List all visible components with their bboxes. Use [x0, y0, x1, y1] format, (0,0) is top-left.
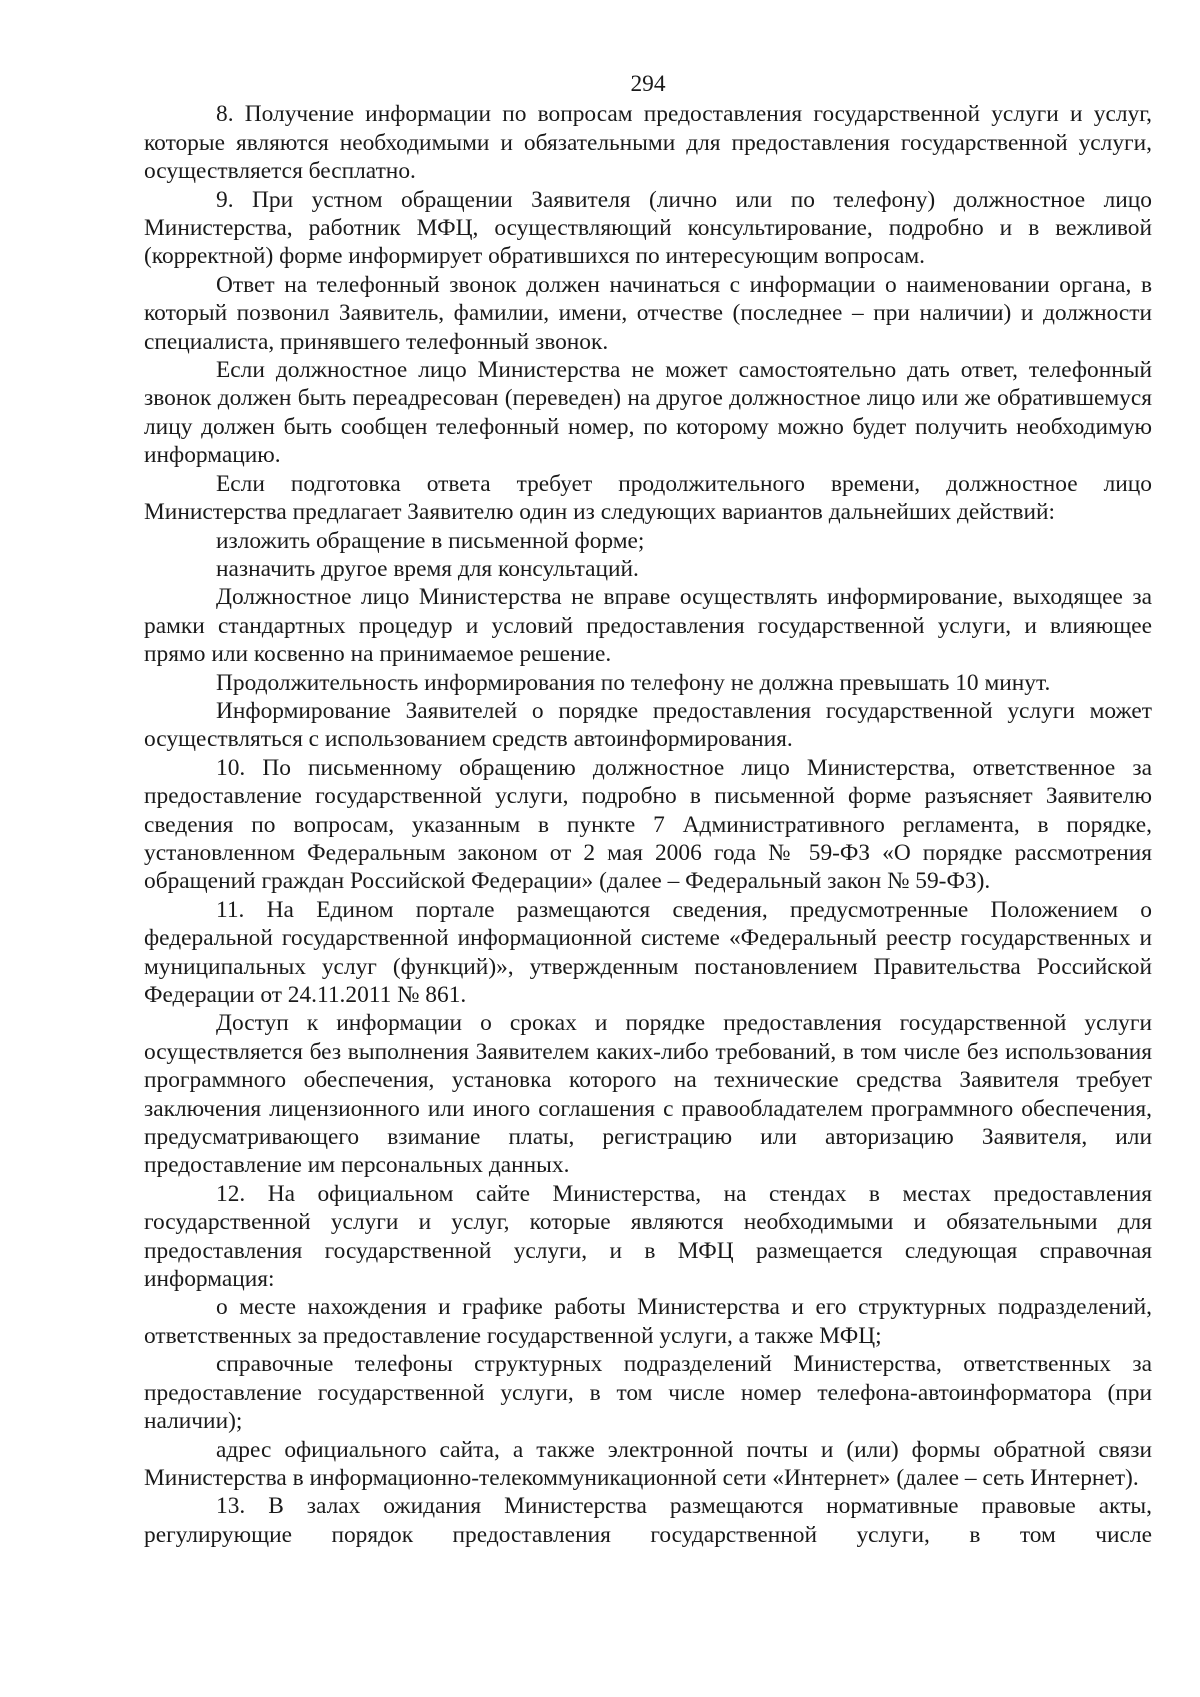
paragraph-redirect: Если должностное лицо Министерства не может самостоятельно дать ответ, телефонный звонок должен быть переадресован (переведен) на другое должностное лицо или же обратившемуся лицу должен быть сообщен телефонный номер, по которому можно будет получить необходимую информацию. — [144, 357, 1152, 469]
list-item-phones: справочные телефоны структурных подразделений Министерства, ответственных за предоставление государственной услуги, в том числе номер телефона-автоинформатора (при наличии); — [144, 1351, 1152, 1435]
paragraph-long-answer: Если подготовка ответа требует продолжительного времени, должностное лицо Министерства предлагает Заявителю один из следующих вариантов дальнейших действий: — [144, 470, 1152, 526]
paragraph-11: 11. На Едином портале размещаются сведения, предусмотренные Положением о федеральной государственной информационной системе «Федеральный реестр государственных и муниципальных услуг (функций)», утвержденным постановлением Правительства Российской Федерации от 24.11.2011 № 861. — [144, 896, 1152, 1008]
paragraph-13: 13. В залах ожидания Министерства размещаются нормативные правовые акты, регулирующие порядок предоставления государственной услуги, в том числе — [144, 1493, 1152, 1548]
list-item-website: адрес официального сайта, а также электронной почты и (или) формы обратной связи Министерства в информационно-телекоммуникационной сети «Интернет» (далее – сеть Интернет). — [144, 1436, 1152, 1491]
paragraph-duration: Продолжительность информирования по телефону не должна превышать 10 минут. — [216, 669, 1051, 696]
paragraph-access: Доступ к информации о сроках и порядке предоставления государственной услуги осуществляется без выполнения Заявителем каких-либо требований, в том числе без использования программного обеспечения, установка которого на технические средства Заявителя требует заключения лицензионного или иного соглашения с правообладателем программного обеспечения, предусматривающего взимание платы, регистрацию или авторизацию Заявителя, или предоставление им персональных данных. — [144, 1010, 1152, 1179]
paragraph-12: 12. На официальном сайте Министерства, на стендах в местах предоставления государственной услуги и услуг, которые являются необходимыми и обязательными для предоставления государственной услуги, и в МФЦ размещается следующая справочная информация: — [144, 1180, 1152, 1293]
paragraph-10: 10. По письменному обращению должностное лицо Министерства, ответственное за предоставление государственной услуги, подробно в письменной форме разъясняет Заявителю сведения по вопросам, указанным в пункте 7 Административного регламента, в порядке, установленном Федеральным законом от 2 мая 2006 года № 59-ФЗ «О порядке рассмотрения обращений граждан Российской Федерации» (далее – Федеральный закон № 59-ФЗ). — [144, 754, 1152, 895]
list-item-other-time: назначить другое время для консультаций. — [216, 555, 639, 582]
list-item-location: о месте нахождения и графике работы Министерства и его структурных подразделений, ответственных за предоставление государственной услуги, а также МФЦ; — [144, 1294, 1152, 1349]
page-number: 294 — [630, 71, 666, 97]
list-item-written-form: изложить обращение в письменной форме; — [216, 527, 645, 554]
paragraph-9: 9. При устном обращении Заявителя (лично или по телефону) должностное лицо Министерства, работник МФЦ, осуществляющий консультирование, подробно и в вежливой (корректной) форме информирует обратившихся по интересующим вопросам. — [144, 186, 1152, 270]
paragraph-phone-answer: Ответ на телефонный звонок должен начинаться с информации о наименовании органа, в который позвонил Заявитель, фамилии, имени, отчестве (последнее – при наличии) и должности специалиста, принявшего телефонный звонок. — [144, 271, 1152, 355]
paragraph-limits: Должностное лицо Министерства не вправе осуществлять информирование, выходящее за рамки стандартных процедур и условий предоставления государственной услуги, и влияющее прямо или косвенно на принимаемое решение. — [144, 584, 1152, 668]
paragraph-8: 8. Получение информации по вопросам предоставления государственной услуги и услуг, которые являются необходимыми и обязательными для предоставления государственной услуги, осуществляется бесплатно. — [144, 101, 1152, 185]
paragraph-autoinform: Информирование Заявителей о порядке предоставления государственной услуги может осуществляться с использованием средств автоинформирования. — [144, 697, 1152, 753]
